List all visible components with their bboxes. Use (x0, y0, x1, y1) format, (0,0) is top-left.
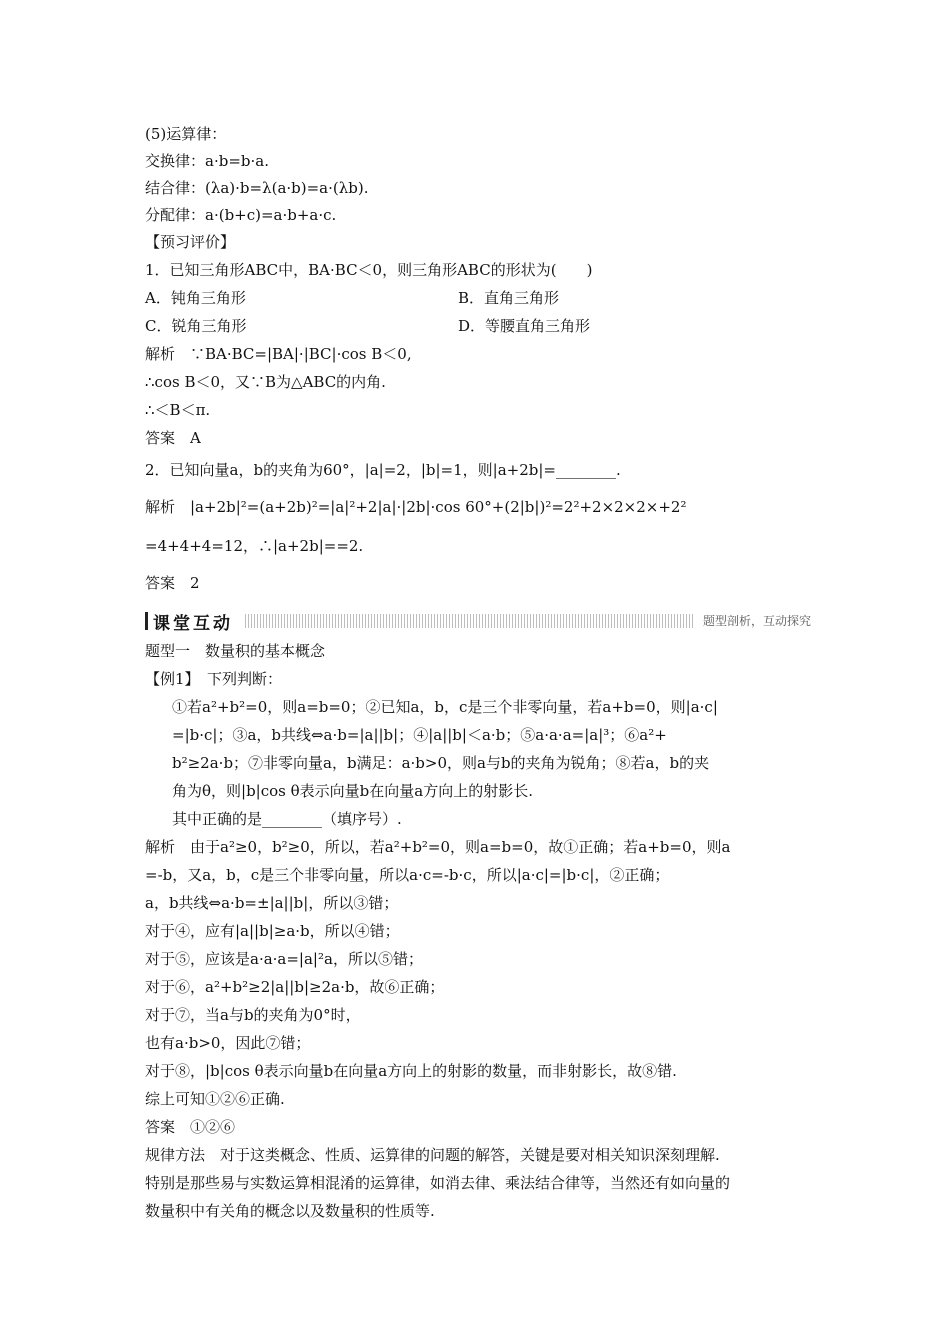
preview-evaluation-heading: 【预习评价】 (145, 233, 236, 251)
banner-subtitle: 题型剖析，互动探究 (695, 612, 815, 630)
example-1-question: 其中正确的是________（填序号）. (172, 810, 402, 828)
method-line-2: 特别是那些易与实数运算相混淆的运算律，如消去律、乘法结合律等，当然还有如向量的 (145, 1174, 731, 1192)
example-1-heading: 【例1】 下列判断： (145, 670, 283, 688)
analysis-3-line-2: =-b，又a，b，c是三个非零向量，所以a·c=-b·c，所以|a·c|=|b·c|，②正确； (145, 866, 670, 884)
analysis-3-line-1: 解析 由于a²≥0，b²≥0，所以，若a²+b²=0，则a=b=0，故①正确；若a+b=0，则a (145, 838, 731, 856)
banner-left (145, 610, 233, 632)
option-b: B．直角三角形 (458, 289, 560, 307)
analysis-1-line-1: 解析 ∵BA·BC=|BA|·|BC|·cos B＜0, (145, 345, 412, 363)
example-1-line-2: =|b·c|；③a，b共线⇔a·b=|a||b|；④|a||b|＜a·b；⑤a·a·a=|a|³；⑥a²+ (172, 726, 667, 744)
example-1-line-4: 角为θ，则|b|cos θ表示向量b在向量a方向上的射影长. (172, 782, 533, 800)
answer-1: 答案 A (145, 429, 201, 447)
analysis-3-line-9: 对于⑧，|b|cos θ表示向量b在向量a方向上的射影的数量，而非射影长，故⑧错. (145, 1062, 677, 1080)
answer-3: 答案 ①②⑥ (145, 1118, 236, 1136)
analysis-3-line-3: a，b共线⇔a·b=±|a||b|，所以③错； (145, 894, 399, 912)
analysis-1-line-2: ∴cos B＜0，又∵B为△ABC的内角. (145, 373, 386, 391)
section-banner (145, 610, 815, 632)
analysis-3-line-6: 对于⑥，a²+b²≥2|a||b|≥2a·b，故⑥正确； (145, 978, 445, 996)
question-2: 2．已知向量a，b的夹角为60°，|a|=2，|b|=1，则|a+2b|=________. (145, 461, 621, 479)
example-1-line-3: b²≥2a·b；⑦非零向量a，b满足：a·b>0，则a与b的夹角为锐角；⑧若a，b的夹 (172, 754, 710, 772)
option-a: A．钝角三角形 (145, 289, 246, 307)
analysis-3-line-5: 对于⑤，应该是a·a·a=|a|²a，所以⑤错； (145, 950, 423, 968)
method-line-1: 规律方法 对于这类概念、性质、运算律的问题的解答，关键是要对相关知识深刻理解. (145, 1146, 720, 1164)
analysis-2-line-1: 解析 |a+2b|²=(a+2b)²=|a|²+2|a|·|2b|·cos 60°+(2|b|)²=2²+2×2×2×+2² (145, 498, 687, 516)
method-line-3: 数量积中有关角的概念以及数量积的性质等. (145, 1202, 435, 1220)
banner-bar (145, 612, 148, 630)
distributive-law: 分配律：a·(b+c)=a·b+a·c. (145, 206, 337, 224)
analysis-2-line-2: =4+4+4=12，∴|a+2b|==2. (145, 537, 364, 555)
option-d: D．等腰直角三角形 (458, 317, 591, 335)
analysis-3-line-7: 对于⑦，当a与b的夹角为0°时， (145, 1006, 361, 1024)
example-1-line-1: ①若a²+b²=0，则a=b=0；②已知a，b，c是三个非零向量，若a+b=0，则|a·c| (172, 698, 718, 716)
associative-law: 结合律：(λa)·b=λ(a·b)=a·(λb). (145, 179, 369, 197)
question-type-1-title: 题型一 数量积的基本概念 (145, 642, 326, 660)
question-1: 1．已知三角形ABC中，BA·BC＜0，则三角形ABC的形状为( ) (145, 261, 593, 279)
analysis-3-line-4: 对于④，应有|a||b|≥a·b，所以④错； (145, 922, 400, 940)
commutative-law: 交换律：a·b=b·a. (145, 152, 269, 170)
analysis-3-conclusion: 综上可知①②⑥正确. (145, 1090, 285, 1108)
operation-laws-heading: (5)运算律： (145, 125, 227, 143)
option-c: C．锐角三角形 (145, 317, 247, 335)
analysis-3-line-8: 也有a·b>0，因此⑦错； (145, 1034, 311, 1052)
banner-title: 课堂互动 (153, 613, 233, 634)
answer-2: 答案 2 (145, 574, 200, 592)
analysis-1-line-3: ∴＜B＜π. (145, 401, 211, 419)
